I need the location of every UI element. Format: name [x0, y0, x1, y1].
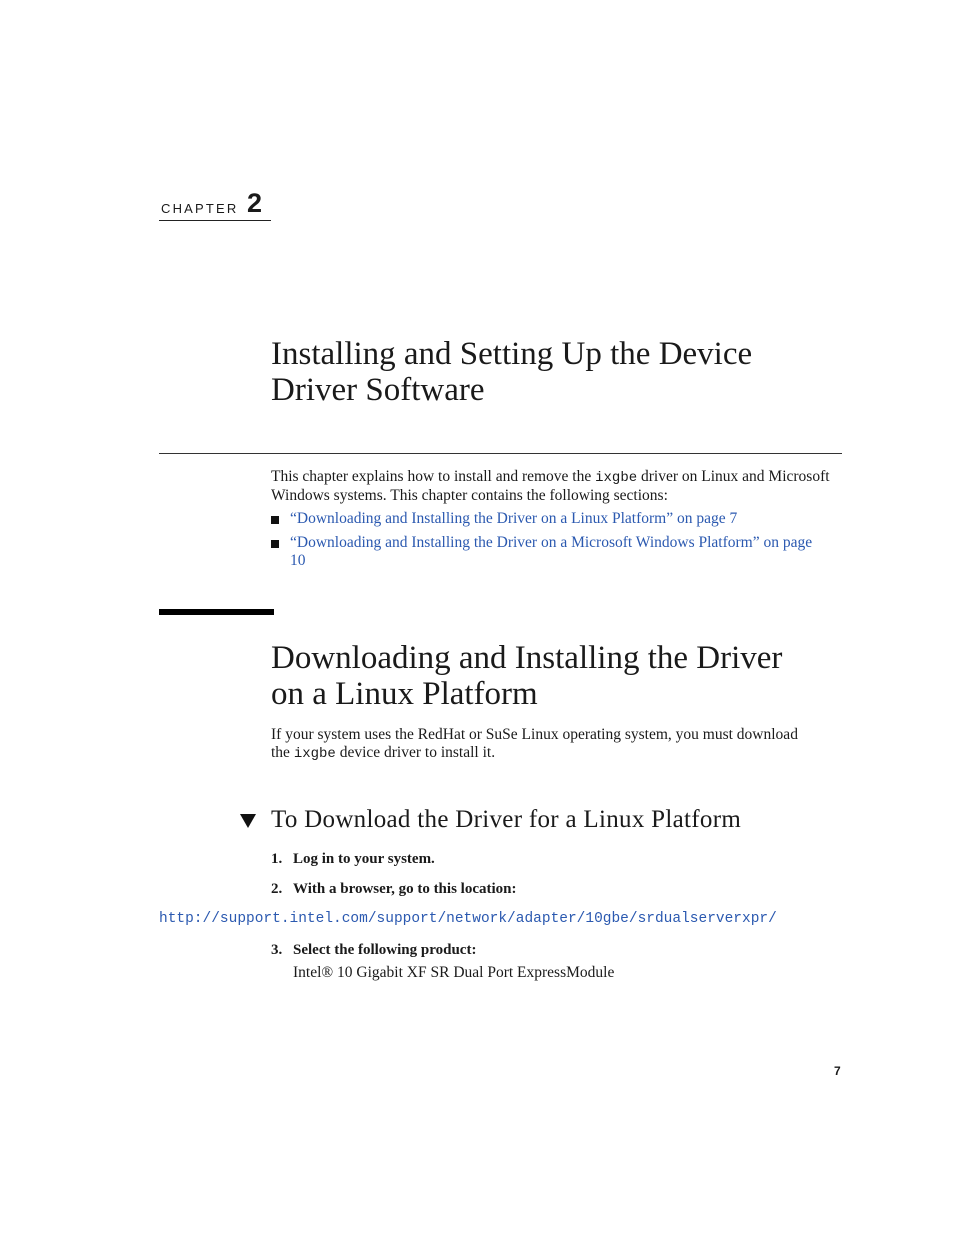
title-rule	[159, 453, 842, 454]
section-link-list	[271, 510, 831, 576]
procedure-title: To Download the Driver for a Linux Platform	[271, 806, 742, 833]
intro-paragraph: This chapter explains how to install and remove the ixgbe driver on Linux and Microsoft Windows systems. This chapter contains the following sections:	[271, 468, 830, 504]
section-title	[271, 640, 871, 712]
code-ixgbe: ixgbe	[595, 470, 638, 486]
product-name: Intel® 10 Gigabit XF SR Dual Port ExpressModule	[293, 964, 615, 981]
link-linux-section[interactable]: “Downloading and Installing the Driver on a Linux Platform” on page 7	[290, 510, 738, 527]
chapter-title-line2: Driver Software	[271, 372, 485, 408]
section-bar	[159, 609, 274, 615]
section-paragraph: If your system uses the RedHat or SuSe Linux operating system, you must download the ixgbe device driver to install it.	[271, 726, 798, 762]
step-1: 1. Log in to your system.	[271, 851, 435, 867]
link-windows-section[interactable]: “Downloading and Installing the Driver on a Microsoft Windows Platform” on page 10	[290, 534, 813, 569]
code-ixgbe: ixgbe	[293, 746, 336, 762]
step-2: 2. With a browser, go to this location:	[271, 881, 517, 897]
triangle-down-icon	[240, 814, 256, 828]
bullet-square-icon	[271, 516, 279, 524]
chapter-heading	[159, 190, 271, 221]
chapter-number: 2	[247, 188, 263, 218]
list-item	[271, 534, 831, 570]
chapter-title-line1: Installing and Setting Up the Device	[271, 336, 753, 372]
support-url-link[interactable]: http://support.intel.com/support/network/adapter/10gbe/srdualserverxpr/	[159, 911, 777, 927]
section-title-line2: on a Linux Platform	[271, 676, 538, 712]
chapter-label: CHAPTER	[161, 201, 239, 216]
bullet-square-icon	[271, 540, 279, 548]
page-number: 7	[834, 1064, 841, 1078]
section-title-line1: Downloading and Installing the Driver	[271, 640, 783, 676]
list-item	[271, 510, 831, 528]
step-3: 3. Select the following product:	[271, 942, 477, 958]
chapter-title	[271, 336, 871, 408]
